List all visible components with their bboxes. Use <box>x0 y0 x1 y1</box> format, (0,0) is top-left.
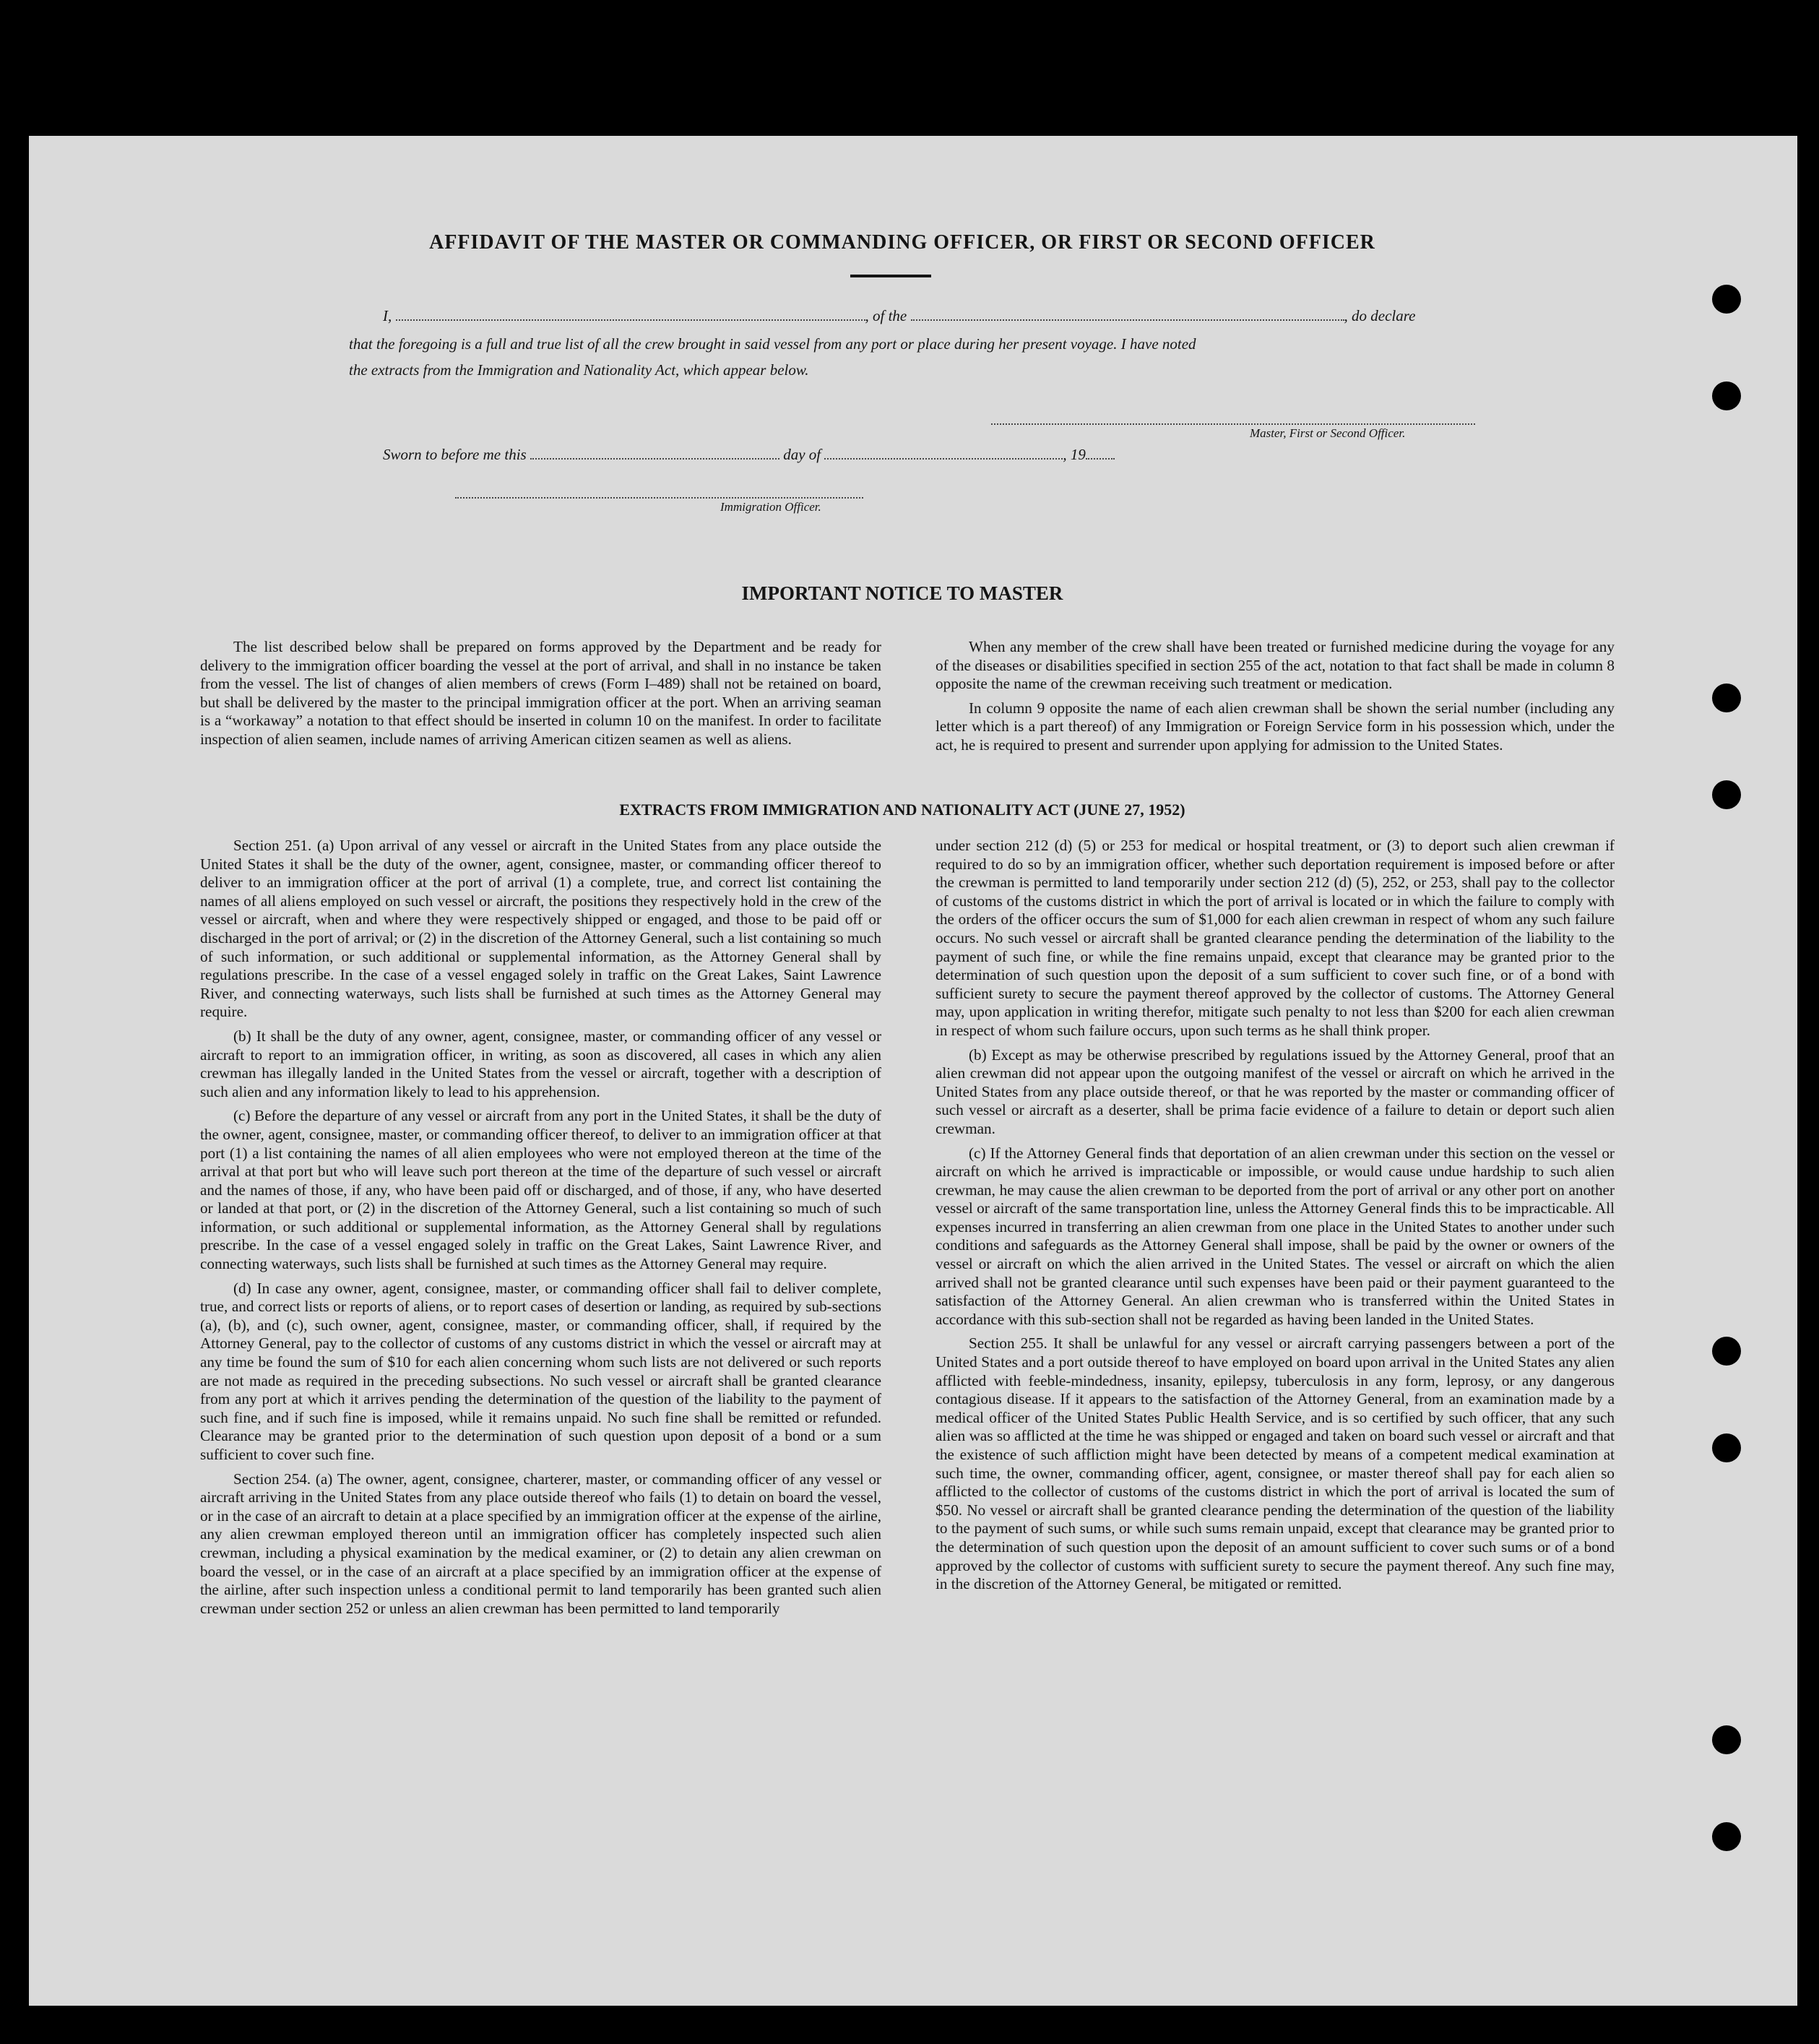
sworn-day-of: day of <box>783 446 821 463</box>
section-paragraph: (c) If the Attorney General finds that deportation of an alien crewman under this section on the vessel or aircraft on which he arrived is impracticable or impossible, or would cause undue hardship to such alien crewman, he may cause the alien crewman to be deported from the port of arrival or any other port on another vessel or aircraft of the same transportation line, unless the Attorney General finds this to be impracticable. All expenses incurred in transferring an alien crewman from one place in the United States to another under such conditions and safeguards as the Attorney General shall impose, shall be paid by the owner or owners of the vessel or aircraft on which the alien arrived in the United States. The vessel or aircraft on which the alien arrived shall not be granted clearance until such expenses have been paid or their payment guaranteed to the satisfaction of the Attorney General. An alien crewman who is transferred within the United States in accordance with this sub-section shall not be regarded as having been landed in the United States. <box>936 1144 1615 1328</box>
vessel-blank[interactable] <box>911 306 1344 321</box>
extracts-title: EXTRACTS FROM IMMIGRATION AND NATIONALITY ACT (JUNE 27, 1952) <box>619 801 1185 819</box>
binder-hole-7 <box>1712 1725 1741 1754</box>
sections-right-column <box>936 837 1615 1600</box>
sworn-month-blank[interactable] <box>824 445 1063 460</box>
notice-paragraph: The list described below shall be prepared on forms approved by the Department and be ready for delivery to the immigration officer boarding the vessel at the port of arrival, and shall in no instance be taken from the vessel. The list of changes of alien members of crews (Form I–489) shall not be retained on board, but shall be delivered by the master to the principal immigration officer at the port. When an arriving seaman is a “workaway” a notation to that effect should be inserted in column 10 on the manifest. In order to facilitate inspection of alien seamen, include names of arriving American citizen seamen as well as aliens. <box>200 638 881 748</box>
sworn-line <box>383 445 1115 464</box>
sworn-year-blank[interactable] <box>1086 445 1115 460</box>
immigration-officer-signature-line[interactable] <box>455 497 863 499</box>
section-paragraph: Section 251. (a) Upon arrival of any vessel or aircraft in the United States from any place outside the United States it shall be the duty of the owner, agent, consignee, master, or commanding officer thereof to deliver to an immigration officer at the port of arrival (1) a complete, true, and correct list containing the names of all aliens employed on such vessel or aircraft, the positions they respectively hold in the crew of the vessel or aircraft, when and where they were respectively shipped or engaged, and those to be paid off or discharged in the port of arrival; or (2) in the discretion of the Attorney General, such a list containing so much of such information, or such additional or supplemental information, as the Attorney General shall by regulations prescribe. In the case of a vessel engaged solely in traffic on the Great Lakes, Saint Lawrence River, and connecting waterways, such lists shall be furnished at such times as the Attorney General may require. <box>200 837 881 1021</box>
binder-hole-6 <box>1712 1433 1741 1462</box>
binder-hole-3 <box>1712 684 1741 712</box>
section-paragraph: (b) Except as may be otherwise prescribed by regulations issued by the Attorney General, proof that an alien crewman did not appear upon the outgoing manifest of the vessel or aircraft on which he arrived in the United States from any place outside thereof, or that he was reported by the master or commanding officer of such vessel or aircraft as a deserter, shall be prima facie evidence of a failure to detain or deport such alien crewman. <box>936 1045 1615 1137</box>
declaration-i-label: I, <box>383 307 392 324</box>
name-blank[interactable] <box>396 306 865 321</box>
binder-hole-2 <box>1712 381 1741 410</box>
section-paragraph: (b) It shall be the duty of any owner, agent, consignee, master, or commanding officer of any vessel or aircraft to report to an immigration officer, in writing, as soon as discovered, all cases in which any alien crewman has illegally landed in the United States from the vessel or aircraft, together with a description of such alien and any information likely to lead to his apprehension. <box>200 1027 881 1100</box>
affidavit-page <box>29 136 1797 2006</box>
binder-hole-1 <box>1712 285 1741 314</box>
declaration-line-1 <box>383 306 1415 325</box>
affidavit-title: AFFIDAVIT OF THE MASTER OR COMMANDING OFFICER, OR FIRST OR SECOND OFFICER <box>429 231 1375 254</box>
sworn-day-blank[interactable] <box>530 445 779 460</box>
declaration-line-2: that the foregoing is a full and true list of all the crew brought in said vessel from any port or place during her present voyage. I have noted <box>349 335 1196 353</box>
notice-paragraph: When any member of the crew shall have been treated or furnished medicine during the voyage for any of the diseases or disabilities specified in section 255 of the act, notation to that fact shall be made in column 8 opposite the name of the crewman receiving such treatment or medication. <box>936 638 1615 693</box>
master-signature-line[interactable] <box>991 423 1475 425</box>
notice-right-column <box>936 638 1615 761</box>
section-paragraph: Section 255. It shall be unlawful for any vessel or aircraft carrying passengers between a port of the United States and a port outside thereof to have employed on board upon arrival in the United States any alien afflicted with feeble-mindedness, insanity, epilepsy, tuberculosis in any form, leprosy, or any dangerous contagious disease. If it appears to the satisfaction of the Attorney General, from an examination made by a medical officer of the United States Public Health Service, and is so certified by such officer, that any such alien was so afflicted at the time he was shipped or engaged and taken on board such vessel or aircraft and that the existence of such affliction might have been detected by means of a competent medical examination at such time, the owner, commanding officer, agent, consignee, or master thereof shall pay for each alien so afflicted to the collector of customs of the customs district in which the port of arrival is located the sum of $50. No vessel or aircraft shall be granted clearance pending the determination of the question of the liability to the payment of such sums, or while such sums remain unpaid, except that clearance may be granted prior to the determination of such question upon the deposit of an amount sufficient to cover such sums or of a bond approved by the collector of customs with sufficient surety to secure the payment thereof. Any such fine may, in the discretion of the Attorney General, be mitigated or remitted. <box>936 1334 1615 1593</box>
declaration-do-declare: , do declare <box>1344 307 1416 324</box>
section-paragraph: under section 212 (d) (5) or 253 for medical or hospital treatment, or (3) to deport such alien crewman if required to do so by an immigration officer, whether such deportation requirement is imposed before or after the crewman is permitted to land temporarily under section 212 (d) (5), 252, or 253, shall pay to the collector of customs of the customs district in which the port of arrival is located or in which the failure to comply with the orders of the officer occurs the sum of $1,000 for each alien crewman in respect of whom any such failure occurs. No such vessel or aircraft shall be granted clearance pending the determination of the liability to the payment of such fine, or while the fine remains unpaid, except that clearance may be granted prior to the determination of such question upon the deposit of a sum sufficient to cover such fine, or of a bond with sufficient surety to secure the payment thereof approved by the collector of customs. The Attorney General may, upon application in writing therefor, mitigate such penalty to not less than $200 for each alien crewman in respect of whom such failure occurs, upon such terms as he shall think proper. <box>936 837 1615 1039</box>
sworn-prefix: Sworn to before me this <box>383 446 527 463</box>
master-signature-label: Master, First or Second Officer. <box>1250 426 1406 440</box>
sections-left-column <box>200 837 881 1623</box>
notice-left-column <box>200 638 881 755</box>
immigration-officer-label: Immigration Officer. <box>720 500 821 514</box>
notice-title: IMPORTANT NOTICE TO MASTER <box>741 582 1063 604</box>
declaration-of-the: , of the <box>865 307 907 324</box>
section-paragraph: Section 254. (a) The owner, agent, consignee, charterer, master, or commanding officer of any vessel or aircraft arriving in the United States from any place outside thereof who fails (1) to detain on board the vessel, or in the case of an aircraft to detain at a place specified by an immigration officer at the expense of the airline, any alien crewman employed thereon until an immigration officer has completely inspected such alien crewman, including a physical examination by the medical examiner, or (2) to detain any alien crewman on board the vessel, or in the case of an aircraft at a place specified by an immigration officer at the expense of the airline, after such inspection unless a conditional permit to land temporarily has been granted such alien crewman under section 252 or unless an alien crewman has been permitted to land temporarily <box>200 1470 881 1617</box>
notice-paragraph: In column 9 opposite the name of each alien crewman shall be shown the serial number (including any letter which is a part thereof) of any Immigration or Foreign Service form in his possession which, under the act, he is required to present and surrender upon applying for admission to the United States. <box>936 699 1615 754</box>
sworn-year-label: , 19 <box>1063 446 1086 463</box>
section-paragraph: (d) In case any owner, agent, consignee, master, or commanding officer shall fail to deliver complete, true, and correct lists or reports of aliens, or to report cases of desertion or landing, as required by sub-sections (a), (b), and (c), such owner, agent, consignee, master, or commanding officer, shall, if required by the Attorney General, pay to the collector of customs of any customs district in which the vessel or aircraft may at any time be found the sum of $10 for each alien concerning whom such lists are not delivered or such reports are not made as required in the preceding subsections. No such vessel or aircraft shall be granted clearance from any port at which it arrives pending the determination of the question of the liability to the payment of such fine, and if such fine is imposed, while it remains unpaid. No such fine shall be remitted or refunded. Clearance may be granted prior to the determination of such question upon deposit of a bond or a sum sufficient to cover such fine. <box>200 1279 881 1463</box>
declaration-line-3: the extracts from the Immigration and Nationality Act, which appear below. <box>349 361 809 379</box>
section-paragraph: (c) Before the departure of any vessel or aircraft from any port in the United States, it shall be the duty of the owner, agent, consignee, master, or commanding officer thereof, to deliver to an immigration officer at that port (1) a list containing the names of all alien employees who were not employed thereon at the time of the arrival at that port but who will leave such port thereon at the time of the departure of such vessel or aircraft and the names of those, if any, who have been paid off or discharged, and of those, if any, who have deserted or landed at that port, or (2) in the discretion of the Attorney General, such a list containing so much of such information, or such additional or supplemental information, as the Attorney General shall by regulations prescribe. In the case of a vessel engaged solely in traffic on the Great Lakes, Saint Lawrence River, and connecting waterways, such lists shall be furnished at such times as the Attorney General may require. <box>200 1107 881 1273</box>
binder-hole-5 <box>1712 1337 1741 1366</box>
title-rule <box>850 275 931 277</box>
binder-hole-8 <box>1712 1822 1741 1851</box>
